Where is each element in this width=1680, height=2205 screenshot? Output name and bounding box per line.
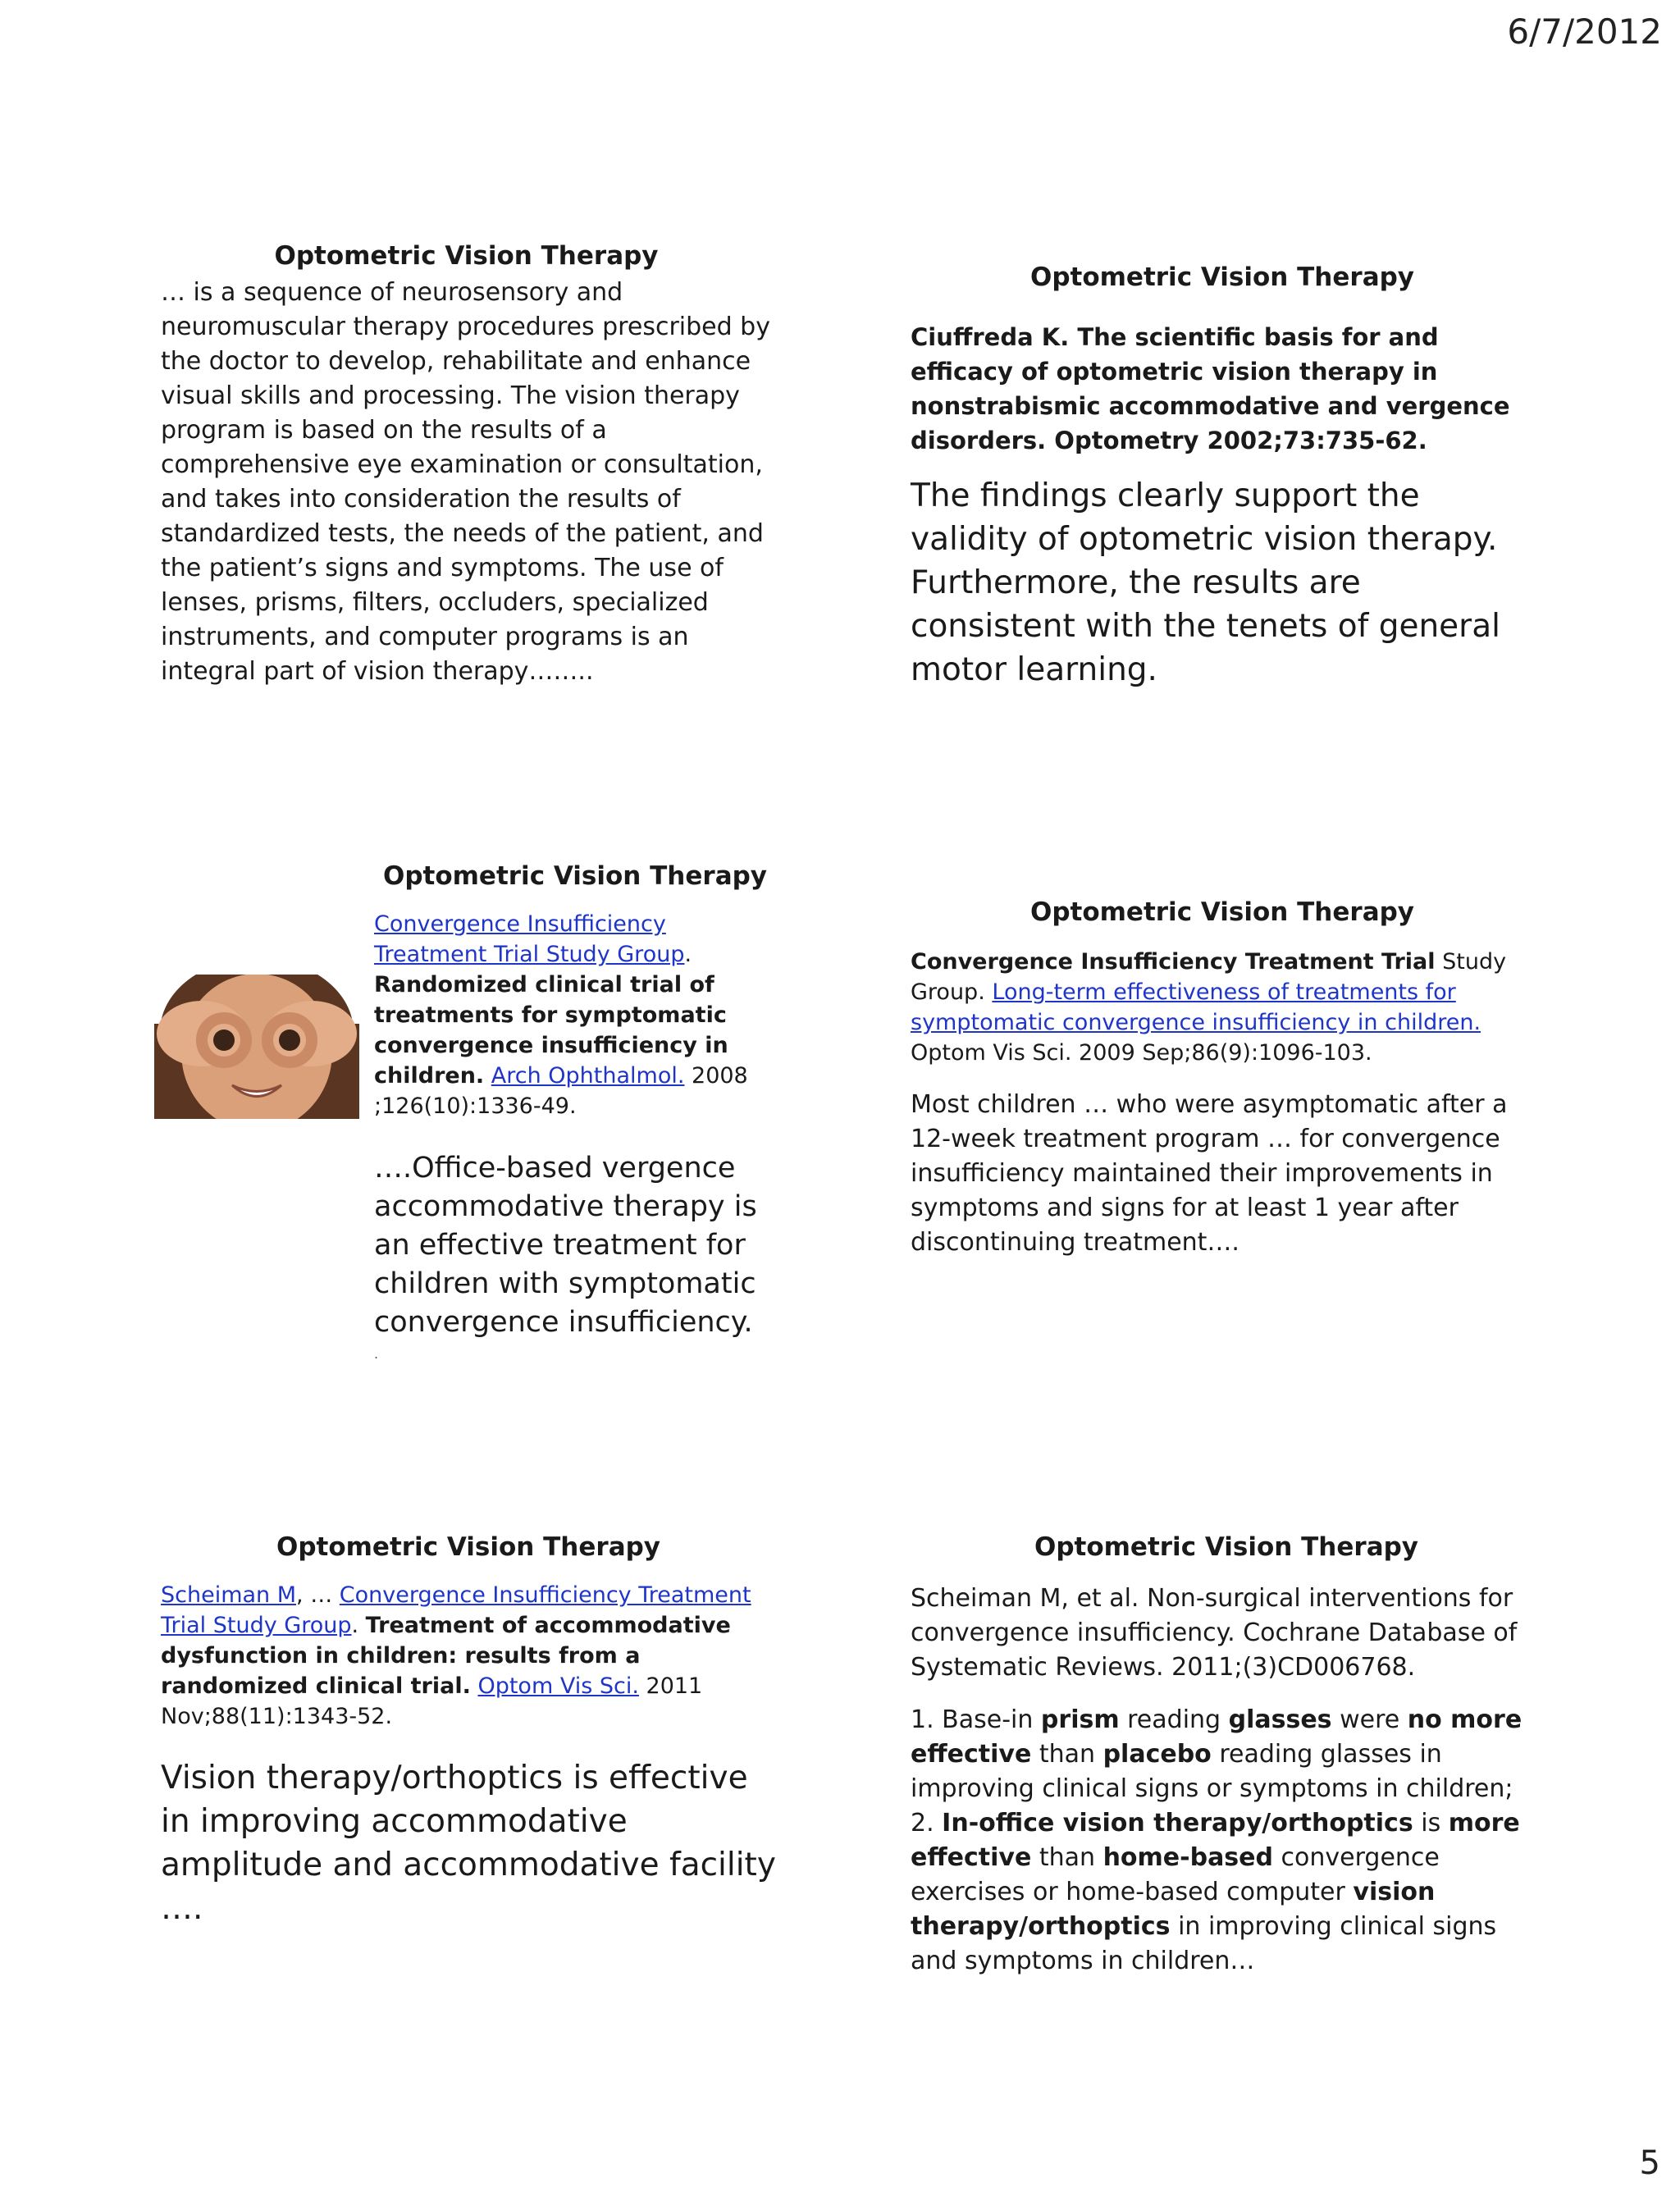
slide-title: Optometric Vision Therapy bbox=[1029, 897, 1415, 927]
author-link[interactable]: Scheiman M bbox=[161, 1582, 297, 1608]
journal-link[interactable]: Arch Ophthalmol. bbox=[491, 1063, 685, 1089]
finding-1-run: placebo bbox=[1102, 1740, 1212, 1769]
slide-quote: The findings clearly support the validity of optometric vision therapy. Furthermore, the results are consistent with the tenets of general motor learning. bbox=[911, 477, 1500, 688]
slide-1 bbox=[161, 240, 772, 689]
slide-title: Optometric Vision Therapy bbox=[382, 861, 768, 891]
finding-1-run: glasses bbox=[1228, 1705, 1332, 1734]
ref-details: 2008 ;126(10):1336-49. bbox=[374, 1063, 748, 1119]
study-group-link[interactable]: Convergence Insufficiency Treatment Trial Study Group bbox=[374, 911, 685, 967]
finding-1-run: prism bbox=[1040, 1705, 1120, 1734]
finding-2-run: in improving clinical signs and symptoms in children… bbox=[911, 1912, 1497, 1975]
slide-citation: Ciuffreda K. The scientific basis for and efficacy of optometric vision therapy in nonstrabismic accommodative and vergence disorders. Optometry 2002;73:735-62. bbox=[911, 323, 1510, 454]
slide-body: Most children … who were asymptomatic after a 12-week treatment program … for convergence insufficiency maintained their improvements in symptoms and signs for at least 1 year after discontinuing treatment…. bbox=[911, 1090, 1508, 1257]
finding-2-run: In-office vision therapy/orthoptics bbox=[942, 1809, 1413, 1838]
study-group-link[interactable]: Convergence Insufficiency Treatment Trial Study Group bbox=[161, 1582, 751, 1638]
slide-3 bbox=[374, 860, 776, 1367]
page-date: 6/7/2012 bbox=[1507, 11, 1662, 52]
slide-2 bbox=[911, 261, 1534, 692]
ref-details: 2011 Nov;88(11):1343-52. bbox=[161, 1673, 703, 1729]
finding-1-run: no more effective bbox=[911, 1705, 1522, 1769]
slide-reference bbox=[161, 1580, 784, 1732]
finding-2-run: than bbox=[1031, 1843, 1103, 1872]
slide-5 bbox=[161, 1531, 784, 1930]
slide-6 bbox=[911, 1531, 1542, 1979]
slide-title: Optometric Vision Therapy bbox=[274, 241, 659, 271]
finding-2-run: vision therapy/orthoptics bbox=[911, 1878, 1436, 1941]
slide-body: … is a sequence of neurosensory and neuromuscular therapy procedures prescribed by the doctor to develop, rehabilitate and enhance visual skills and processing. The vision therapy program is based on the results of a comprehensive eye examination or consultation, and takes into consideration the results of standardized tests, the needs of the patient, and the patient’s signs and symptoms. The use of lenses, prisms, filters, occluders, specialized instruments, and computer programs is an integral part of vision therapy…….. bbox=[161, 278, 770, 686]
slide-title: Optometric Vision Therapy bbox=[1034, 1532, 1419, 1562]
trailing-dot: . bbox=[374, 1346, 379, 1362]
slide-reference bbox=[374, 909, 776, 1121]
ref-title: Randomized clinical trial of treatments for symptomatic convergence insufficiency in children. bbox=[374, 972, 728, 1089]
finding-1 bbox=[911, 1703, 1542, 1806]
child-hands-goggles-image bbox=[154, 975, 359, 1119]
ref-mid: , … bbox=[296, 1582, 340, 1608]
slide-quote: Vision therapy/orthoptics is effective in improving accommodative amplitude and accommodative facility …. bbox=[161, 1760, 776, 1927]
child-photo bbox=[154, 975, 359, 1119]
finding-2-run: home-based bbox=[1102, 1843, 1273, 1872]
slide-reference bbox=[911, 947, 1534, 1068]
finding-1-run: 1. Base-in bbox=[911, 1705, 1041, 1734]
slide-citation: Scheiman M, et al. Non-surgical interventions for convergence insufficiency. Cochrane Database of Systematic Reviews. 2011;(3)CD006768. bbox=[911, 1584, 1518, 1682]
finding-1-run: reading glasses in improving clinical signs or symptoms in children; bbox=[911, 1740, 1513, 1803]
finding-1-run: than bbox=[1031, 1740, 1103, 1769]
finding-2 bbox=[911, 1806, 1542, 1979]
article-link[interactable]: Long-term effectiveness of treatments for symptomatic convergence insufficiency in children. bbox=[911, 979, 1481, 1035]
ref-group: Study Group. bbox=[911, 949, 1507, 1005]
finding-1-run: were bbox=[1331, 1705, 1408, 1734]
ref-details: Optom Vis Sci. 2009 Sep;86(9):1096-103. bbox=[911, 1040, 1372, 1066]
ref-study-name: Convergence Insufficiency Treatment Trial bbox=[911, 949, 1436, 975]
finding-2-run: convergence exercises or home-based computer bbox=[911, 1843, 1440, 1906]
slide-title: Optometric Vision Therapy bbox=[1029, 262, 1415, 292]
finding-2-run: is bbox=[1413, 1809, 1449, 1838]
finding-1-run: reading bbox=[1119, 1705, 1229, 1734]
ref-separator: . bbox=[351, 1613, 366, 1638]
ref-title: Treatment of accommodative dysfunction in children: results from a randomized clinical trial. bbox=[161, 1613, 731, 1699]
slide-title: Optometric Vision Therapy bbox=[276, 1532, 661, 1562]
slide-quote: ….Office-based vergence accommodative therapy is an effective treatment for children with symptomatic convergence insufficiency. bbox=[374, 1152, 757, 1339]
finding-2-run: more effective bbox=[911, 1809, 1520, 1872]
ref-separator: . bbox=[684, 942, 692, 967]
finding-2-run: 2. bbox=[911, 1809, 943, 1838]
slide-4 bbox=[911, 896, 1534, 1260]
journal-link[interactable]: Optom Vis Sci. bbox=[477, 1673, 639, 1699]
page-number: 5 bbox=[1639, 2144, 1660, 2182]
